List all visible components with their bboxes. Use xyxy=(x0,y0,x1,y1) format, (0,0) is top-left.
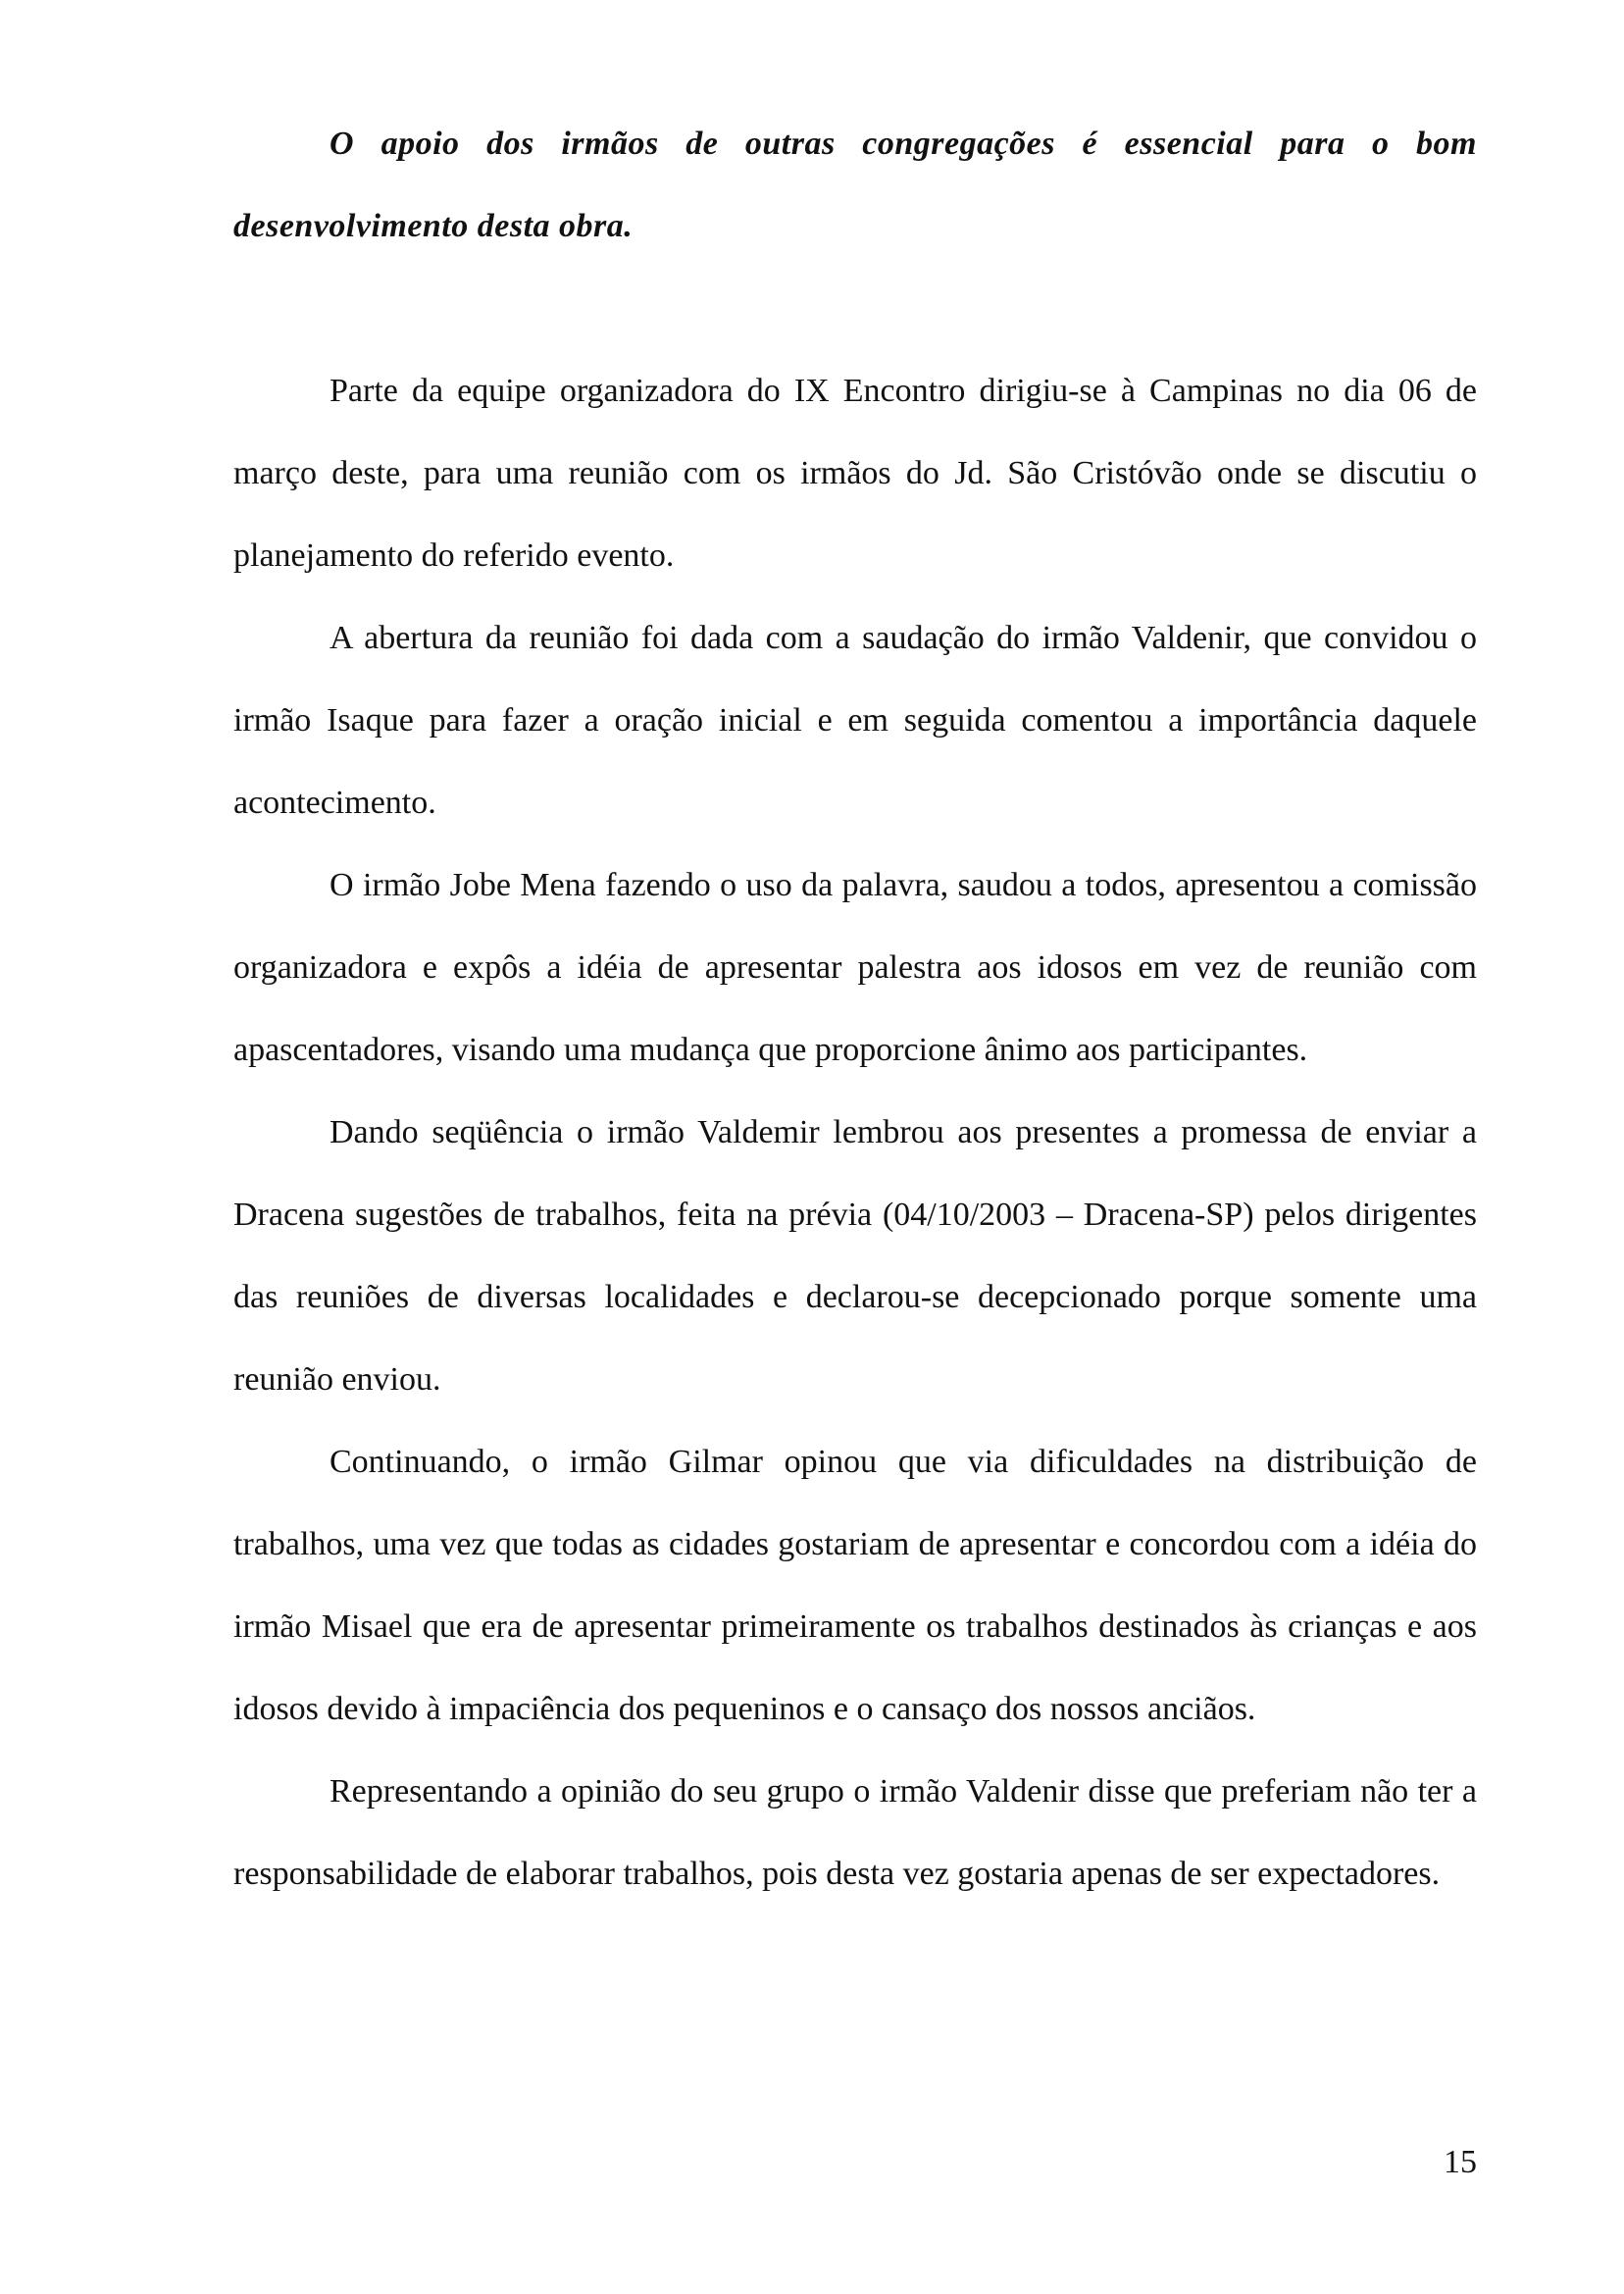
paragraph-valdenir: Representando a opinião do seu grupo o irmão Valdenir disse que preferiam não ter a responsabilidade de elaborar trabalhos, pois desta vez gostaria apenas de ser expectadores. xyxy=(233,1773,1477,1892)
intro-statement: O apoio dos irmãos de outras congregações é essencial para o bom desenvolvimento desta obra. xyxy=(233,126,1477,244)
paragraph-jobe-mena: O irmão Jobe Mena fazendo o uso da palavra, saudou a todos, apresentou a comissão organizadora e expôs a idéia de apresentar palestra aos idosos em vez de reunião com apascentadores, visando uma mudança que proporcione ânimo aos participantes. xyxy=(233,867,1477,1068)
paragraph-meeting-trip: Parte da equipe organizadora do IX Encontro dirigiu-se à Campinas no dia 06 de março deste, para uma reunião com os irmãos do Jd. São Cristóvão onde se discutiu o planejamento do referido evento. xyxy=(233,373,1477,574)
paragraph-gilmar: Continuando, o irmão Gilmar opinou que via dificuldades na distribuição de trabalhos, uma vez que todas as cidades gostariam de apresentar e concordou com a idéia do irmão Misael que era de apresentar primeiramente os trabalhos destinados às crianças e aos idosos devido à impaciência dos pequeninos e o cansaço dos nossos anciãos. xyxy=(233,1444,1477,1727)
paragraph-gap xyxy=(233,268,1477,350)
page-number: 15 xyxy=(1444,2144,1477,2180)
paragraph-valdemir: Dando seqüência o irmão Valdemir lembrou aos presentes a promessa de enviar a Dracena sugestões de trabalhos, feita na prévia (04/10/2003 – Dracena-SP) pelos dirigentes das reuniões de diversas localidades e declarou-se decepcionado porque somente uma reunião enviou. xyxy=(233,1114,1477,1398)
body-text xyxy=(233,103,1477,1915)
paragraph-opening: A abertura da reunião foi dada com a saudação do irmão Valdenir, que convidou o irmão Isaque para fazer a oração inicial e em seguida comentou a importância daquele acontecimento. xyxy=(233,620,1477,821)
